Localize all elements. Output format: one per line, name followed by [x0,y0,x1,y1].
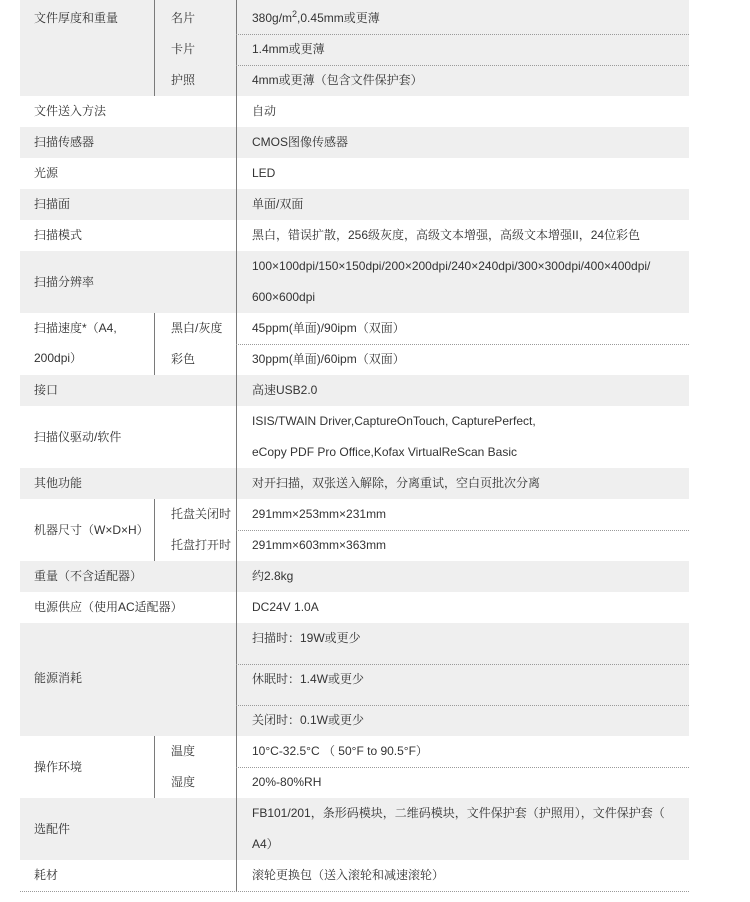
row-value: 600×600dpi [252,290,316,304]
row-value: DC24V 1.0A [252,600,319,614]
row-label: 200dpi） [34,351,83,365]
spec-row-dimensions [20,499,689,562]
row-value: 291mm×253mm×231mm [236,499,689,531]
row-label: 文件送入方法 [34,104,107,118]
row-label: 扫描模式 [34,228,83,242]
sub-label: 彩色 [171,352,196,366]
sub-label-column [154,0,236,96]
row-value: ISIS/TWAIN Driver,CaptureOnTouch, CapturePerfect, [252,414,536,428]
sub-label-column [154,736,236,798]
spec-row-resolution [20,251,689,314]
sub-label: 托盘关闭时 [171,507,232,521]
row-value: 对开扫描，双张送入解除，分离重试，空白页批次分离 [252,476,541,490]
spec-row-interface [20,375,689,407]
spec-row-driver [20,406,689,469]
spec-row-speed [20,313,689,376]
row-value: FB101/201，条形码模块，二维码模块，文件保护套（护照用），文件保护套（ [252,806,665,820]
row-value: A4） [252,837,279,851]
row-label: 重量（不含适配器） [34,569,143,583]
spec-row-feed [20,96,689,128]
spec-row-light [20,158,689,190]
spec-row-energy [20,623,689,737]
spec-row-environment [20,736,689,799]
row-label: 扫描传感器 [34,135,95,149]
row-value: eCopy PDF Pro Office,Kofax VirtualReScan Basic [252,445,518,459]
spec-row-sensor [20,127,689,159]
sub-label-column [154,313,236,375]
spec-row-thickness [20,0,689,97]
sub-label: 温度 [171,744,196,758]
row-value: 约2.8kg [252,569,294,583]
row-value: 黑白，错误扩散，256级灰度，高级文本增强，高级文本增强II，24位彩色 [252,228,641,242]
sub-label: 名片 [171,11,196,25]
row-value: $380g/m^2,0.45mm$或更薄 [236,3,689,35]
row-label: 操作环境 [34,760,83,774]
spec-row-other [20,468,689,500]
sub-label: 黑白/灰度 [171,321,223,335]
row-value: 扫描时：19W或更少 [236,623,689,665]
row-label: 接口 [34,383,59,397]
row-label: 选配件 [34,822,71,836]
sub-label: 托盘打开时 [171,538,232,552]
row-label: 其他功能 [34,476,83,490]
sub-label: 护照 [171,73,196,87]
row-value: 20%-80%RH [252,775,322,789]
spec-row-weight [20,561,689,593]
row-value: 休眠时：1.4W或更少 [236,664,689,706]
row-value: 单面/双面 [252,197,304,211]
row-label: 扫描仪驱动/软件 [34,430,122,444]
row-label: 能源消耗 [34,671,83,685]
row-label: 扫描速度*（A4, [34,321,117,335]
row-value: 4mm或更薄（包含文件保护套） [252,73,423,87]
spec-row-mode [20,220,689,252]
spec-row-options [20,798,689,861]
row-label: 扫描面 [34,197,71,211]
spec-row-side [20,189,689,221]
row-value: 关闭时：0.1W或更少 [252,713,365,727]
row-value: LED [252,166,276,180]
row-value: 291mm×603mm×363mm [252,538,387,552]
row-label: 光源 [34,166,59,180]
row-label: 电源供应（使用AC适配器） [34,600,183,614]
row-label: 机器尺寸（W×D×H） [34,523,149,537]
row-label: 扫描分辨率 [34,275,95,289]
row-value: 10°C-32.5°C （ 50°F to 90.5°F） [236,736,689,768]
sub-label-column [154,499,236,561]
row-value: 自动 [252,104,277,118]
row-value: 30ppm(单面)/60ipm（双面） [252,352,405,366]
sub-label: 卡片 [171,42,196,56]
spec-row-consumables [20,860,689,892]
row-value: 滚轮更换包（送入滚轮和减速滚轮） [252,868,445,882]
row-value: CMOS图像传感器 [252,135,349,149]
spec-row-power [20,592,689,624]
row-label: 文件厚度和重量 [34,11,119,25]
row-label: 耗材 [34,868,59,882]
row-value: 1.4mm或更薄 [236,34,689,66]
sub-label: 湿度 [171,775,196,789]
row-value: 高速USB2.0 [252,383,318,397]
row-value: 45ppm(单面)/90ipm（双面） [236,313,689,345]
row-value: 100×100dpi/150×150dpi/200×200dpi/240×240dpi/300×300dpi/400×400dpi/ [252,259,651,273]
